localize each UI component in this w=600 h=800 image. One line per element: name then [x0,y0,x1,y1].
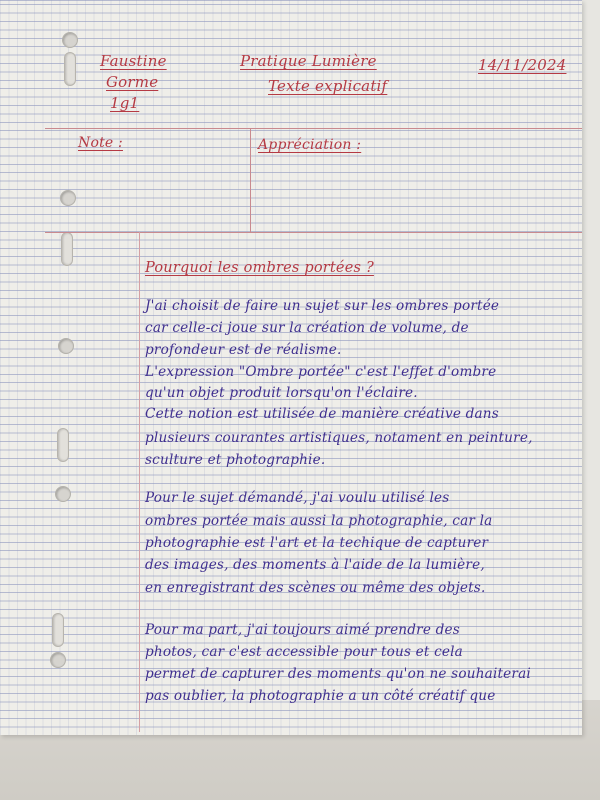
appreciation-label: Appréciation : [258,137,362,153]
essay-line: permet de capturer des moments qu'on ne souhaiterai [145,666,531,682]
essay-line: Cette notion est utilisée de manière créative dans [145,406,499,422]
student-class: 1g1 [110,94,140,112]
essay-line: sculture et photographie. [145,452,326,468]
student-first-name: Faustine [100,52,167,70]
grading-divider [250,128,251,232]
binder-hole [60,190,76,206]
essay-line: L'expression "Ombre portée" c'est l'effet d'ombre [145,364,497,380]
binder-ring [64,52,76,86]
essay-line: ombres portée mais aussi la photographie, car la [145,513,493,529]
binder-ring [61,232,73,266]
essay-line: des images, des moments à l'aide de la lumière, [145,557,485,573]
essay-line: photographie est l'art et la techique de capturer [145,535,489,551]
essay-line: photos, car c'est accessible pour tous et cela [145,644,463,660]
essay-line: Pour ma part, j'ai toujours aimé prendre des [145,622,460,638]
essay-line: Pour le sujet démandé, j'ai voulu utilisé les [145,490,450,506]
note-label: Note : [78,135,123,151]
essay-line: plusieurs courantes artistiques, notament en peinture, [145,430,533,446]
essay-title: Pourquoi les ombres portées ? [145,260,374,276]
grading-top-line [45,128,582,129]
subject-subtitle: Texte explicatif [268,77,388,95]
binder-ring [57,428,69,462]
grading-bottom-line [45,232,582,233]
essay-line: en enregistrant des scènes ou même des objets. [145,580,486,596]
binder-hole [50,652,66,668]
binder-hole [58,338,74,354]
binder-hole [62,32,78,48]
margin-line [139,232,140,732]
document-date: 14/11/2024 [478,56,567,74]
binder-hole [55,486,71,502]
essay-line: pas oublier, la photographie a un côté créatif que [145,688,496,704]
essay-line: car celle-ci joue sur la création de volume, de [145,320,469,336]
binder-ring [52,613,64,647]
student-last-name: Gorme [106,73,159,91]
essay-line: J'ai choisit de faire un sujet sur les ombres portée [145,298,500,314]
essay-line: qu'un objet produit lorsqu'on l'éclaire. [145,385,418,401]
essay-line: profondeur est de réalisme. [145,342,342,358]
subject-title: Pratique Lumière [240,52,377,70]
